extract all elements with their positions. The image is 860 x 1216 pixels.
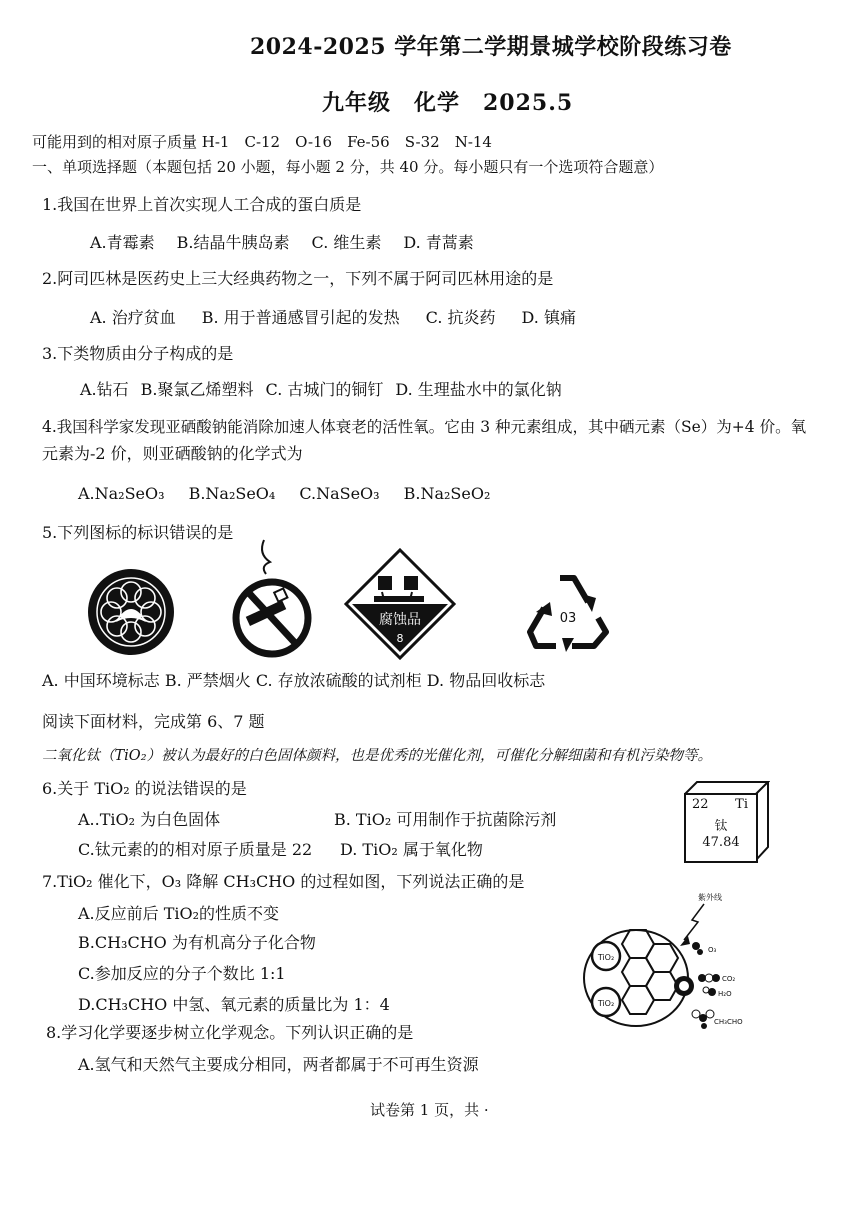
china-environment-label-icon xyxy=(86,567,176,657)
question-7-option-a: A.反应前后 TiO₂的性质不变 xyxy=(78,904,280,923)
question-6-option-a: A..TiO₂ 为白色固体 xyxy=(78,810,221,829)
corrosive-label: 腐蚀品 xyxy=(379,612,421,628)
page-footer: 试卷第 1 页，共 · xyxy=(370,1101,489,1119)
tio2-label-bottom: TiO₂ xyxy=(597,999,615,1008)
question-7-stem: 7.TiO₂ 催化下，O₃ 降解 CH₃CHO 的过程如图，下列说法正确的是 xyxy=(42,872,525,891)
option: C.NaSeO₃ xyxy=(299,484,380,503)
question-2-options xyxy=(90,307,598,329)
o3-label: O₃ xyxy=(708,946,717,954)
exam-title: 2024-2025 学年第二学期景城学校阶段练习卷 xyxy=(250,34,732,60)
ch3cho-label: CH₃CHO xyxy=(714,1018,743,1026)
question-7-option-c: C.参加反应的分子个数比 1:1 xyxy=(78,964,286,983)
element-symbol: Ti xyxy=(735,797,748,812)
question-2-stem: 2.阿司匹林是医药史上三大经典药物之一，下列不属于阿司匹林用途的是 xyxy=(42,269,554,288)
question-8-option-a: A.氢气和天然气主要成分相同，两者都属于不可再生资源 xyxy=(78,1055,479,1074)
option: B.结晶牛胰岛素 xyxy=(176,233,290,252)
question-6-stem: 6.关于 TiO₂ 的说法错误的是 xyxy=(42,779,247,798)
recycle-code: 03 xyxy=(559,611,577,626)
option: C. 维生素 xyxy=(311,233,382,252)
co2-label: CO₂ xyxy=(722,975,736,983)
atomic-masses: 可能用到的相对原子质量 H-1 C-12 O-16 Fe-56 S-32 N-14 xyxy=(32,133,492,151)
question-4-stem-line1: 4.我国科学家发现亚硒酸钠能消除加速人体衰老的活性氧。它由 3 种元素组成，其中硒元素（Se）为+4 价。氧 xyxy=(42,418,807,436)
question-1-options xyxy=(90,232,496,254)
photocatalysis-diagram xyxy=(580,890,760,1040)
question-4-stem-line2: 元素为-2 价，则亚硒酸钠的化学式为 xyxy=(42,444,303,463)
question-5-answer-line: A. 中国环境标志 B. 严禁烟火 C. 存放浓硫酸的试剂柜 D. 物品回收标志 xyxy=(42,671,546,690)
option: A. 治疗贫血 xyxy=(90,308,176,327)
option: B.聚氯乙烯塑料 xyxy=(140,380,254,399)
question-7-option-b: B.CH₃CHO 为有机高分子化合物 xyxy=(78,933,316,952)
question-6-option-b: B. TiO₂ 可用制作于抗菌除污剂 xyxy=(334,810,557,829)
option: A.Na₂SeO₃ xyxy=(78,484,165,503)
exam-subtitle: 九年级 化学 2025.5 xyxy=(322,90,574,116)
recycle-icon xyxy=(522,568,614,654)
question-6-option-c: C.钛元素的的相对原子质量是 22 xyxy=(78,840,313,859)
atomic-mass: 47.84 xyxy=(702,835,740,850)
element-name: 钛 xyxy=(714,819,728,834)
h2o-label: H₂O xyxy=(718,990,732,998)
section-heading: 一、单项选择题（本题包括 20 小题，每小题 2 分，共 40 分。每小题只有一个选项符合题意） xyxy=(32,158,664,176)
option: C. 抗炎药 xyxy=(425,308,496,327)
uv-label: 紫外线 xyxy=(698,893,722,902)
option: B. 用于普通感冒引起的发热 xyxy=(201,308,400,327)
reading-material: 二氧化钛（TiO₂）被认为最好的白色固体颜料，也是优秀的光催化剂，可催化分解细菌和有机污染物等。 xyxy=(42,748,713,764)
option: C. 古城门的铜钉 xyxy=(265,380,384,399)
no-smoking-icon xyxy=(230,536,314,660)
reading-prompt: 阅读下面材料，完成第 6、7 题 xyxy=(42,712,265,731)
option: D. 生理盐水中的氯化钠 xyxy=(395,380,562,399)
question-3-stem: 3.下类物质由分子构成的是 xyxy=(42,344,234,363)
question-4-options xyxy=(78,483,512,505)
question-8-stem: 8.学习化学要逐步树立化学观念。下列认识正确的是 xyxy=(46,1023,414,1042)
option: B.Na₂SeO₂ xyxy=(403,484,491,503)
question-1-stem: 1.我国在世界上首次实现人工合成的蛋白质是 xyxy=(42,195,362,214)
question-7-option-d: D.CH₃CHO 中氢、氧元素的质量比为 1：4 xyxy=(78,995,390,1014)
option: B.Na₂SeO₄ xyxy=(188,484,276,503)
corrosive-class: 8 xyxy=(396,632,404,645)
element-card-titanium xyxy=(684,781,768,861)
option: D. 镇痛 xyxy=(521,308,576,327)
option: A.青霉素 xyxy=(90,233,155,252)
option: D. 青蒿素 xyxy=(403,233,474,252)
atomic-number: 22 xyxy=(692,797,709,812)
tio2-label-top: TiO₂ xyxy=(597,953,615,962)
element-card-face xyxy=(684,793,758,863)
option: A.钻石 xyxy=(80,380,129,399)
question-3-options xyxy=(80,379,584,401)
question-6-option-d: D. TiO₂ 属于氧化物 xyxy=(340,840,483,859)
question-5-stem: 5.下列图标的标识错误的是 xyxy=(42,523,234,542)
corrosive-hazard-icon xyxy=(344,548,456,660)
